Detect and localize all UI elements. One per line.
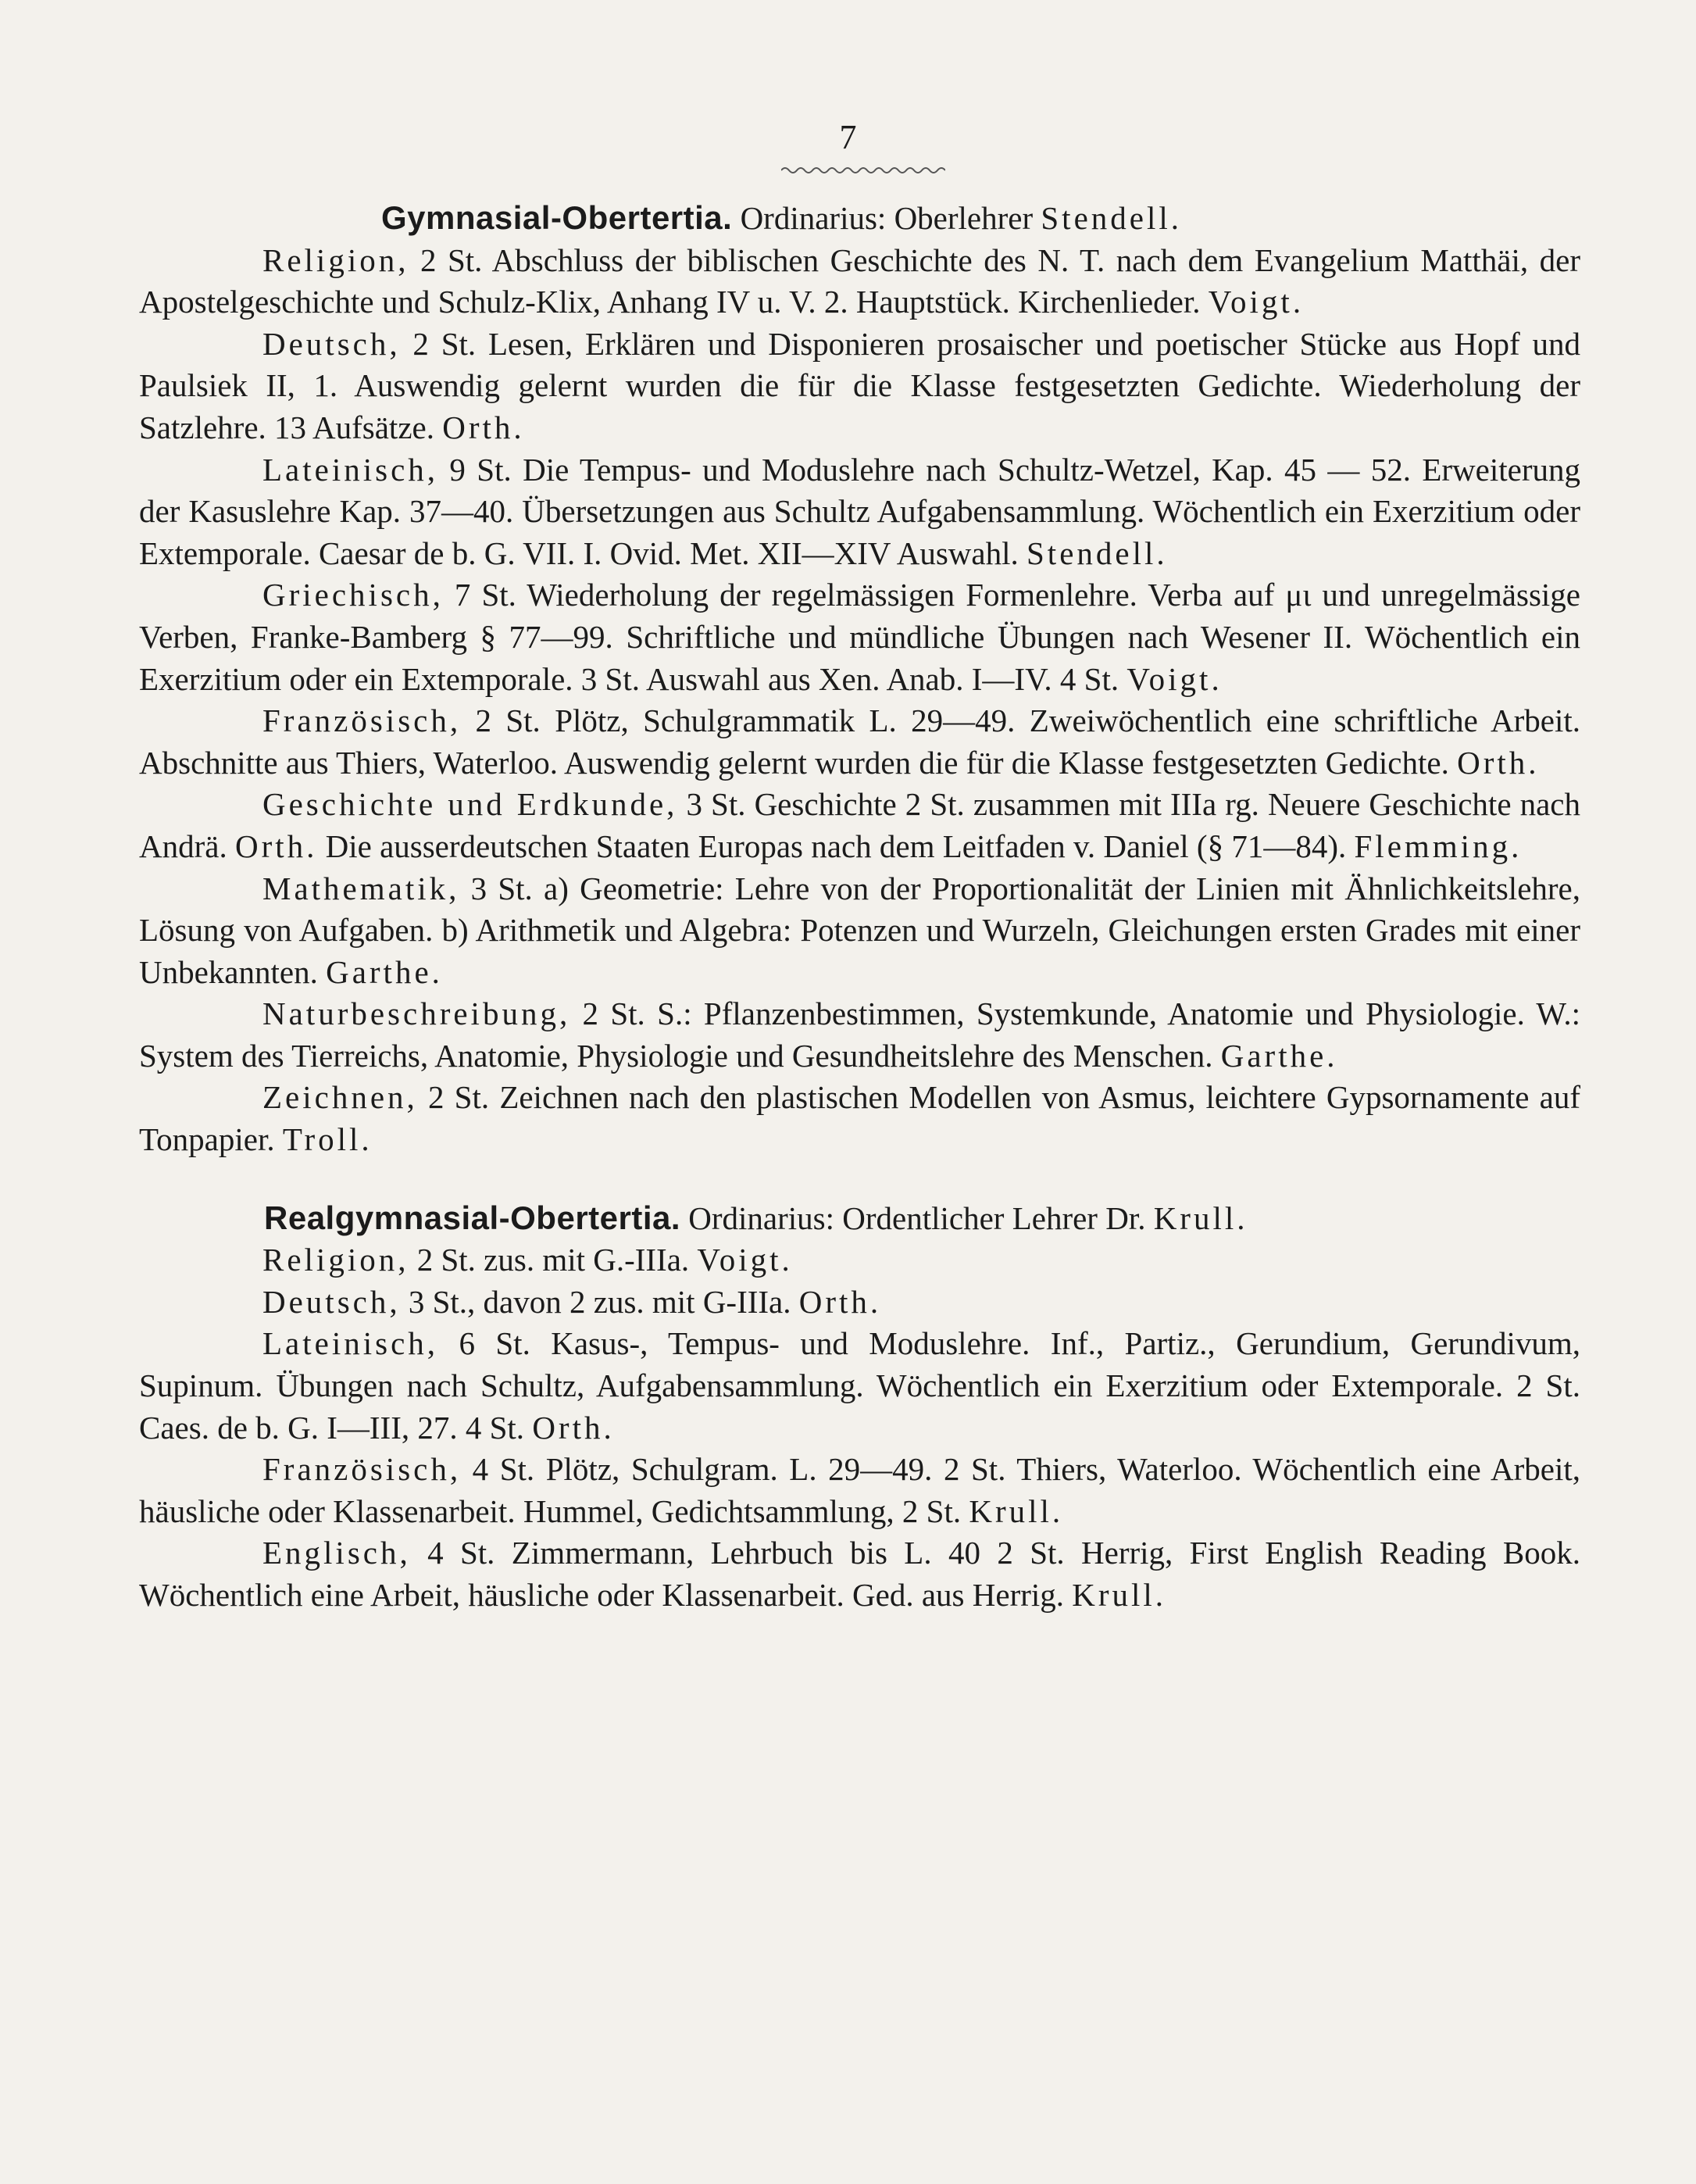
ordinarius-label: Ordinarius: Ordentlicher Lehrer Dr.	[680, 1199, 1154, 1236]
subject-name: Deutsch,	[262, 325, 401, 362]
subject-name: Lateinisch,	[262, 451, 439, 488]
subject-entry	[139, 1239, 1580, 1281]
subject-entry	[139, 993, 1580, 1077]
teacher-name: Krull.	[969, 1492, 1064, 1529]
section-header-gymnasial	[381, 197, 1580, 240]
subject-entry	[139, 1532, 1580, 1616]
subject-name: Französisch,	[262, 702, 462, 739]
subject-name: Zeichnen,	[262, 1079, 418, 1116]
subject-text: 4 St. Plötz, Schulgram. L. 29—49. 2 St. Thiers, Waterloo. Wöchentlich eine Arbeit, häusliche oder Klassenarbeit. Hummel, Gedichtsammlung, 2 St.	[139, 1451, 1580, 1529]
subject-text: 2 St. Plötz, Schulgrammatik L. 29—49. Zweiwöchentlich eine schriftliche Arbeit. Abschnitte aus Thiers, Waterloo. Auswendig gelernt wurden die für die Klasse festgesetzten Gedichte.	[139, 702, 1580, 781]
teacher-name: Orth.	[532, 1409, 615, 1446]
subject-name: Französisch,	[262, 1451, 462, 1488]
subject-entry	[139, 240, 1580, 323]
teacher-name: Orth.	[234, 827, 318, 864]
subject-text: 3 St., davon 2 zus. mit G-IIIa.	[400, 1283, 799, 1320]
teacher-name: Garthe.	[1220, 1037, 1338, 1074]
teacher-name: Garthe.	[326, 953, 443, 990]
subject-name: Englisch,	[262, 1535, 411, 1571]
page-number: 7	[839, 118, 857, 156]
section-heading: Realgymnasial-Obertertia.	[264, 1199, 681, 1236]
subject-text: 3 St. Geschichte 2 St. zusammen mit IIIa rg. Neuere Geschichte nach Andrä.	[139, 786, 1580, 864]
section-gap	[139, 1161, 1580, 1197]
ordinarius-label: Ordinarius: Oberlehrer	[732, 200, 1041, 236]
subject-text: 7 St. Wiederholung der regelmässigen Formenlehre. Verba auf μι und unregelmässige Verben, Franke-Bamberg § 77—99. Schriftliche und mündliche Übungen nach Wesener II. Wöchentlich ein Exerzitium oder ein Extemporale. 3 St. Auswahl aus Xen. Anab. I—IV. 4 St.	[139, 577, 1580, 697]
subject-text: 2 St. zus. mit G.-IIIa.	[409, 1242, 698, 1278]
ordinarius-name: Stendell.	[1041, 200, 1182, 236]
teacher-name: Voigt.	[1208, 284, 1305, 320]
ornament-rule	[781, 164, 945, 177]
subject-entry	[139, 323, 1580, 449]
subject-entry	[139, 1077, 1580, 1160]
teacher-name: Orth.	[442, 409, 525, 445]
subject-name: Mathematik,	[262, 870, 460, 906]
body-text	[139, 197, 1580, 1617]
subject-name: Geschichte und Erdkunde,	[262, 786, 678, 823]
subject-entry	[139, 868, 1580, 994]
subject-text-continued: Die ausserdeutschen Staaten Europas nach dem Leitfaden v. Daniel (§ 71—84).	[317, 827, 1355, 864]
subject-name: Griechisch,	[262, 577, 444, 613]
subject-text: 3 St. a) Geometrie: Lehre von der Proportionalität der Linien mit Ähnlichkeitslehre, Lösung von Aufgaben. b) Arithmetik und Algebra: Potenzen und Wurzeln, Gleichungen ersten Grades mit einer Unbekannten.	[139, 870, 1580, 990]
subject-entry	[139, 1281, 1580, 1324]
teacher-name: Voigt.	[1127, 660, 1223, 697]
ordinarius-name: Krull.	[1153, 1199, 1248, 1236]
subject-text: 2 St. Lesen, Erklären und Disponieren prosaischer und poetischer Stücke aus Hopf und Paulsiek II, 1. Auswendig gelernt wurden die für die Klasse festgesetzten Gedichte. Wiederholung der Satzlehre. 13 Aufsätze.	[139, 325, 1580, 445]
subject-text: 2 St. S.: Pflanzenbestimmen, Systemkunde, Anatomie und Physiologie. W.: System des Tierreichs, Anatomie, Physiologie und Gesundheitslehre des Menschen.	[139, 995, 1580, 1074]
teacher-name: Stendell.	[1027, 534, 1168, 571]
subject-name: Religion,	[262, 1242, 409, 1278]
subject-entry	[139, 1323, 1580, 1449]
subject-text: 9 St. Die Tempus- und Moduslehre nach Schultz-Wetzel, Kap. 45 — 52. Erweiterung der Kasuslehre Kap. 37—40. Übersetzungen aus Schultz Aufgabensammlung. Wöchentlich ein Exerzitium oder Extemporale. Caesar de b. G. VII. I. Ovid. Met. XII—XIV Auswahl.	[139, 451, 1580, 571]
teacher-name: Krull.	[1072, 1577, 1167, 1613]
teacher-name: Troll.	[282, 1121, 373, 1158]
subject-name: Naturbeschreibung,	[262, 995, 571, 1032]
teacher-name: Flemming.	[1354, 827, 1523, 864]
teacher-name: Orth.	[798, 1283, 882, 1320]
subject-text: 4 St. Zimmermann, Lehrbuch bis L. 40 2 St. Herrig, First English Reading Book. Wöchentlich eine Arbeit, häusliche oder Klassenarbeit. Ged. aus Herrig.	[139, 1535, 1580, 1613]
section-header-realgymnasial	[264, 1197, 1580, 1240]
subject-entry	[139, 449, 1580, 575]
section-heading: Gymnasial-Obertertia.	[381, 199, 733, 236]
subject-name: Religion,	[262, 241, 409, 278]
subject-text: 2 St. Abschluss der biblischen Geschichte des N. T. nach dem Evangelium Matthäi, der Apostelgeschichte und Schulz-Klix, Anhang IV u. V. 2. Hauptstück. Kirchenlieder.	[139, 241, 1580, 320]
teacher-name: Voigt.	[697, 1242, 793, 1278]
subject-entry	[139, 784, 1580, 867]
subject-name: Deutsch,	[262, 1283, 401, 1320]
subject-text: 6 St. Kasus-, Tempus- und Moduslehre. Inf., Partiz., Gerundium, Gerundivum, Supinum. Übungen nach Schultz, Aufgabensammlung. Wöchentlich ein Exerzitium oder Extemporale. 2 St. Caes. de b. G. I—III, 27. 4 St.	[139, 1325, 1580, 1446]
subject-entry	[139, 700, 1580, 784]
subject-entry	[139, 1449, 1580, 1532]
subject-text: 2 St. Zeichnen nach den plastischen Modellen von Asmus, leichtere Gypsornamente auf Tonpapier.	[139, 1079, 1580, 1158]
subject-entry	[139, 574, 1580, 700]
subject-name: Lateinisch,	[262, 1325, 439, 1362]
teacher-name: Orth.	[1457, 744, 1540, 781]
